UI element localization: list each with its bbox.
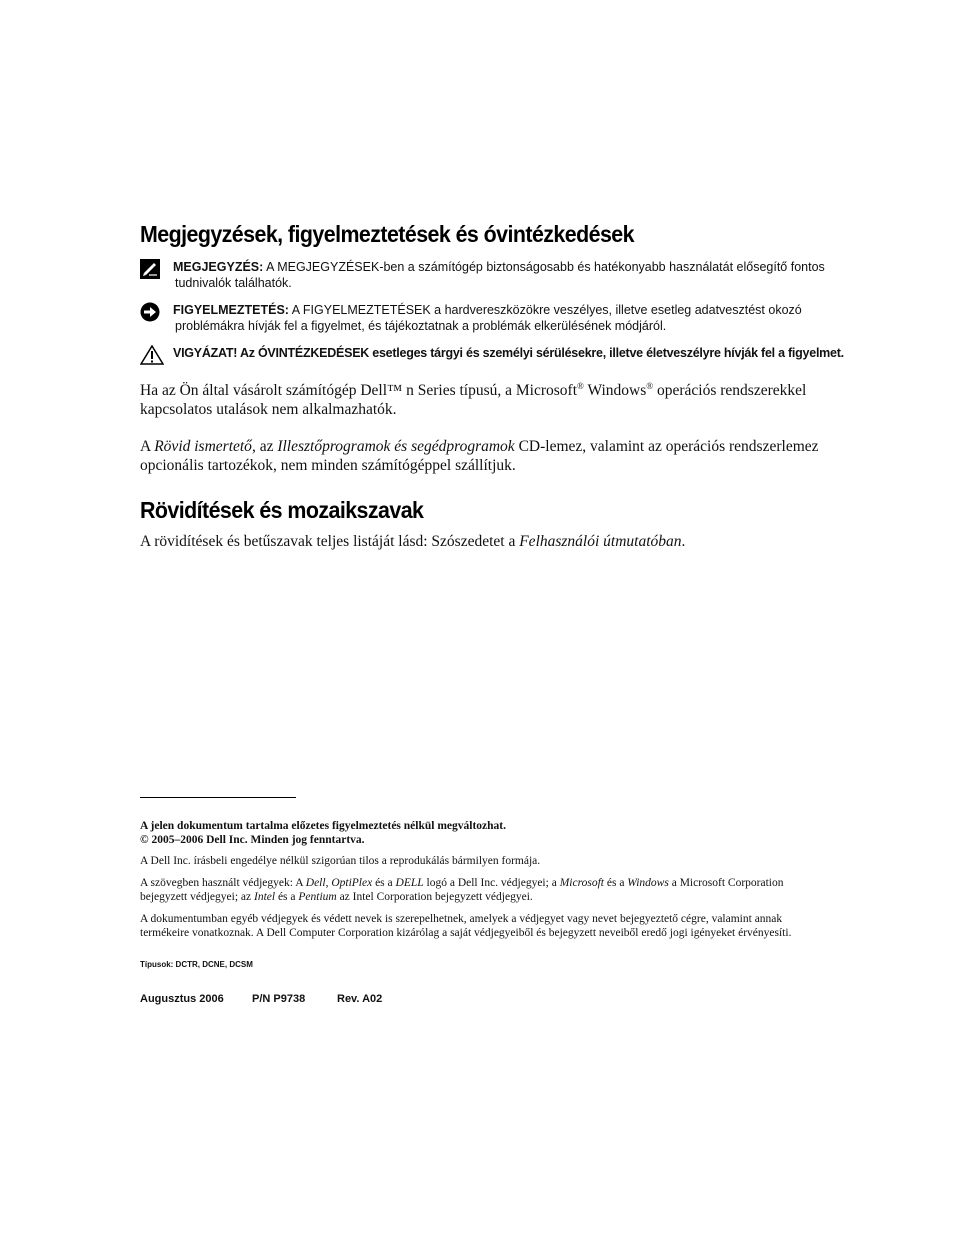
tm-text: és a: [603, 877, 628, 889]
paragraph-abbreviations: [140, 532, 830, 551]
other-tm-line2: termékeire vonatkoznak. A Dell Computer Corporation kizárólag a saját védjegyeiből és bejegyzett neveiből eredő jogi igényeket érvényesíti.: [140, 927, 792, 939]
para1-text-c: operációs rendszerekkel: [653, 382, 807, 399]
para1-text-b: Windows: [583, 382, 647, 399]
abbrev-italic-users-guide: Felhasználói útmutatóban: [519, 533, 682, 550]
note-text-line2: tudnivalók találhatók.: [175, 276, 292, 290]
para2-italic-drivers: Illesztőprogramok és segédprogramok: [277, 438, 515, 455]
tm-intel: Intel: [253, 891, 276, 903]
tm-text: logó a Dell Inc. védjegyei; a: [423, 877, 560, 889]
warning-label: FIGYELMEZTETÉS:: [173, 303, 289, 317]
paragraph-optional-accessories: [140, 437, 830, 475]
para1-reg-mark: ®: [577, 380, 584, 391]
warning-text-line1: A FIGYELMEZTETÉSEK a hardvereszközökre veszélyes, illetve esetleg adatvesztést okozó: [291, 303, 802, 317]
tm-dell-caps: DELL: [395, 877, 424, 889]
other-tm-line1: A dokumentumban egyéb védjegyek és védett nevek is szerepelhetnek, amelyek a védjegyet vagy nevet bejegyeztető cégre, valamint annak: [140, 913, 783, 925]
pencil-note-icon: [140, 259, 162, 279]
note-label: MEGJEGYZÉS:: [173, 260, 264, 274]
revision: Rev. A02: [337, 993, 383, 1005]
tm-text: bejegyzett védjegyei; az: [140, 891, 254, 903]
para2-text-line2: opcionális tartozékok, nem minden számítógéppel szállítjuk.: [140, 457, 516, 474]
tm-text: ,: [325, 877, 332, 889]
circle-arrow-icon: [140, 302, 162, 322]
para2-text-b: , az: [251, 438, 278, 455]
tm-microsoft: Microsoft: [559, 877, 604, 889]
tm-text: A szövegben használt védjegyek: A: [140, 877, 306, 889]
tm-pentium: Pentium: [298, 891, 337, 903]
tm-text: a Microsoft Corporation: [668, 877, 784, 889]
tm-windows: Windows: [627, 877, 669, 889]
footer-change-notice: A jelen dokumentum tartalma előzetes figyelmeztetés nélkül megváltozhat.: [140, 820, 507, 832]
footnote-divider: [140, 797, 296, 798]
para1-reg-mark-2: ®: [646, 380, 654, 391]
footer-trademarks: [140, 876, 850, 904]
abbrev-text-a: A rövidítések és betűszavak teljes listáját lásd: Szószedetet a: [140, 533, 520, 550]
warning-text-line2: problémákra hívják fel a figyelmet, és tájékoztatnak a problémák elkerülésének módjáról.: [175, 319, 667, 333]
section-title-abbreviations: Rövidítések és mozaikszavak: [140, 497, 424, 523]
tm-dell: Dell: [305, 877, 326, 889]
tm-text: és a: [372, 877, 396, 889]
para2-text-c: CD-lemez, valamint az operációs rendszerlemez: [514, 438, 819, 455]
para2-text-a: A: [140, 438, 155, 455]
para1-text-line2: kapcsolatos utalások nem alkalmazhatók.: [140, 401, 397, 418]
section-title-notes: Megjegyzések, figyelmeztetések és óvintézkedések: [140, 221, 634, 247]
footer-other-trademarks: [140, 912, 850, 940]
paragraph-dell-n-series: [140, 381, 830, 419]
part-number: P/N P9738: [252, 993, 306, 1005]
para2-italic-guide: Rövid ismertető: [154, 438, 252, 455]
tm-text: és a: [275, 891, 299, 903]
note-text-line1: A MEGJEGYZÉSEK-ben a számítógép biztonságosabb és hatékonyabb használatát elősegítő fontos: [266, 260, 825, 274]
para1-text-a: Ha az Ön által vásárolt számítógép Dell™ n Series típusú, a Microsoft: [140, 382, 578, 399]
abbrev-text-b: .: [681, 533, 686, 550]
footer-reproduction: A Dell Inc. írásbeli engedélye nélkül szigorúan tilos a reprodukálás bármilyen formája.: [140, 855, 541, 867]
caution-text: Az ÓVINTÉZKEDÉSEK esetleges tárgyi és személyi sérülésekre, illetve életveszélyre hívják fel a figyelmet.: [239, 346, 844, 360]
footer-notice: [140, 819, 850, 847]
footer-copyright: © 2005–2006 Dell Inc. Minden jog fenntartva.: [140, 834, 365, 846]
publication-date: Augusztus 2006: [140, 993, 224, 1005]
warning-triangle-icon: [140, 345, 162, 365]
tm-text: az Intel Corporation bejegyzett védjegyei.: [336, 891, 533, 903]
caution-label: VIGYÁZAT!: [173, 346, 238, 360]
tm-optiplex: OptiPlex: [331, 877, 373, 889]
model-types: Típusok: DCTR, DCNE, DCSM: [140, 960, 253, 969]
